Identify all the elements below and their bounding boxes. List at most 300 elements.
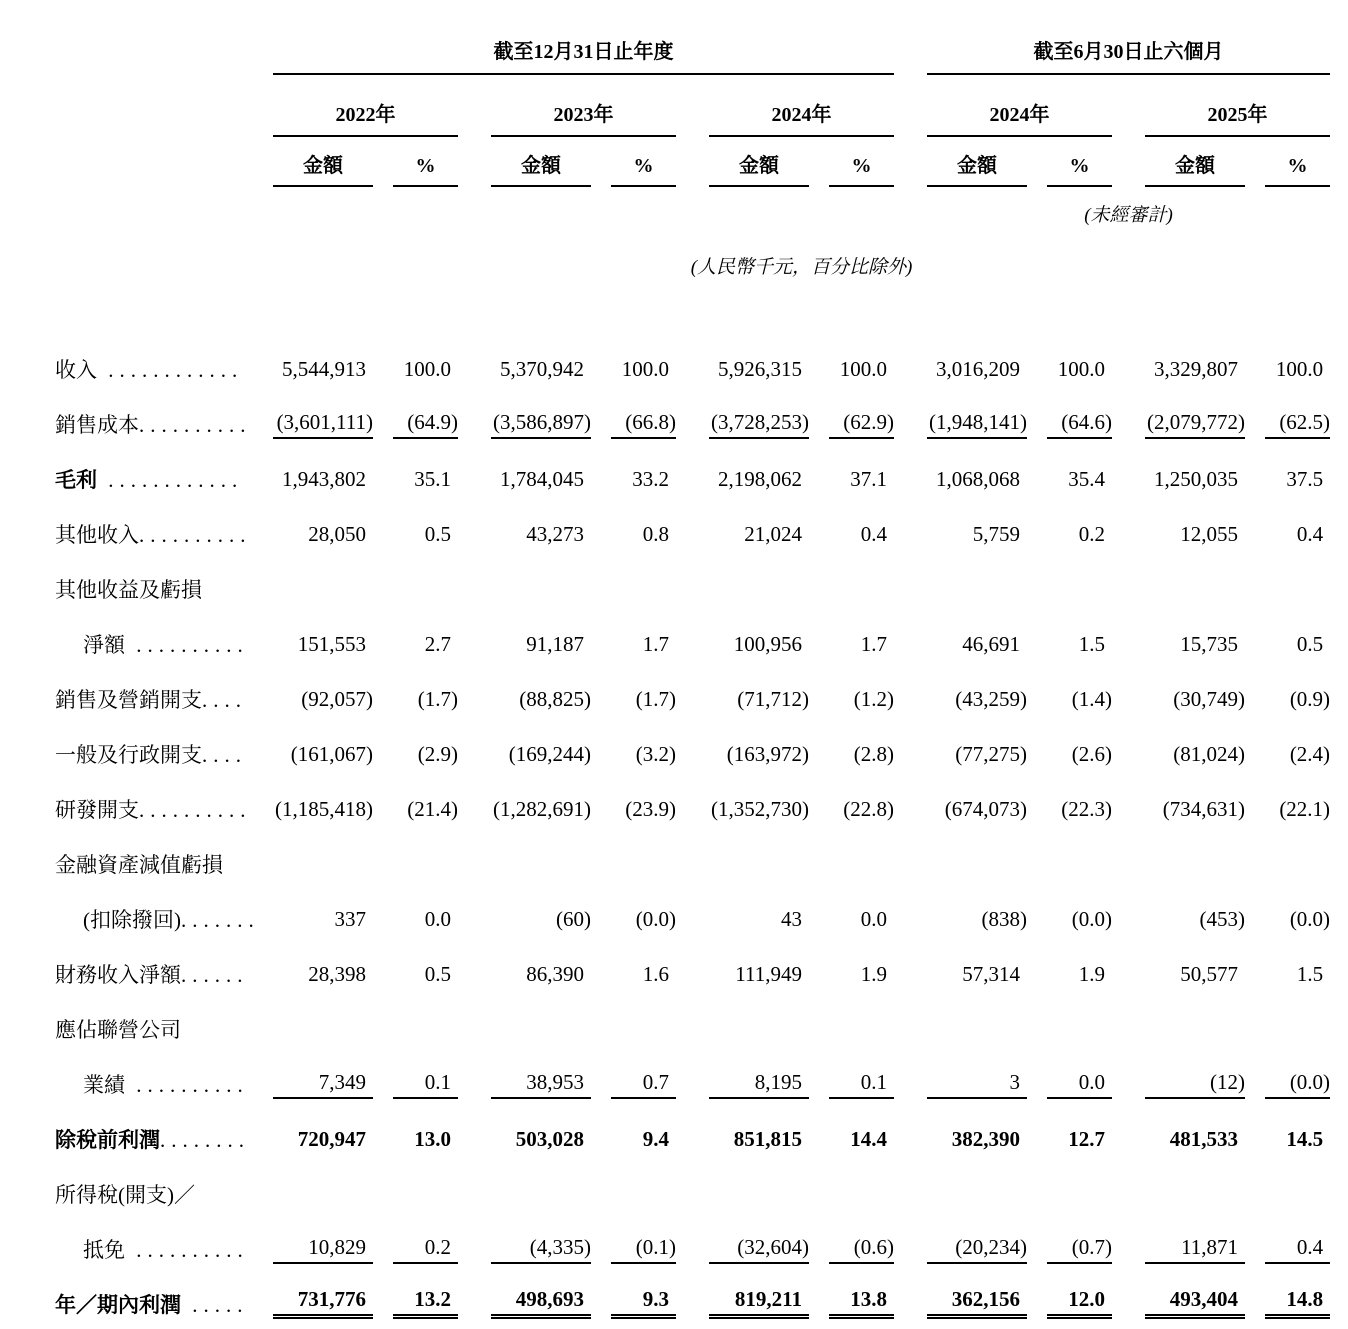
column-gap <box>373 1164 393 1219</box>
dot-leader: .......... <box>139 523 252 547</box>
row-label <box>55 449 273 504</box>
cell-value: 100.0 <box>403 357 451 381</box>
percent-cell <box>829 1219 894 1274</box>
percent-cell <box>829 504 894 559</box>
column-gap <box>591 944 611 999</box>
group-gap <box>894 999 927 1054</box>
amount-cell <box>273 339 373 394</box>
column-gap <box>1245 889 1265 944</box>
group-gap <box>676 999 709 1054</box>
percent-cell <box>1047 944 1112 999</box>
percent-cell <box>393 669 458 724</box>
cell-value: 0.7 <box>611 1070 676 1099</box>
cell-value: 50,577 <box>1180 962 1239 986</box>
percent-column-header: % <box>1265 155 1330 187</box>
percent-cell <box>1265 449 1330 504</box>
column-gap <box>591 724 611 779</box>
cell-value: (2.9) <box>417 742 458 766</box>
row-label-text: 毛利 <box>55 468 97 492</box>
amount-column-header: 金額 <box>273 149 373 187</box>
income-statement-table <box>55 24 1330 1329</box>
amount-cell <box>273 999 373 1054</box>
dot-leader: .......... <box>139 413 252 437</box>
row-label-text: 其他收入 <box>55 523 139 547</box>
row-label <box>55 834 273 889</box>
cell-value: 2,198,062 <box>718 467 802 491</box>
percent-cell <box>1265 1164 1330 1219</box>
column-gap <box>1245 779 1265 834</box>
column-gap <box>591 449 611 504</box>
amount-cell <box>491 394 591 449</box>
column-gap <box>1245 559 1265 614</box>
percent-cell <box>393 1164 458 1219</box>
group-gap <box>1112 614 1145 669</box>
group-gap <box>1112 504 1145 559</box>
amount-cell <box>1145 834 1245 889</box>
year-header-2022: 2022年 <box>273 74 458 136</box>
group-gap <box>1112 1054 1145 1109</box>
group-gap <box>1112 944 1145 999</box>
column-gap <box>373 339 393 394</box>
percent-cell <box>1047 614 1112 669</box>
group-gap <box>458 669 491 724</box>
cell-value: (0.7) <box>1047 1235 1112 1264</box>
group-gap <box>676 944 709 999</box>
cell-value: (0.0) <box>635 907 676 931</box>
dot-leader: .......... <box>139 798 252 822</box>
amount-cell <box>273 944 373 999</box>
percent-cell <box>611 1164 676 1219</box>
cell-value: 0.4 <box>1296 522 1324 546</box>
amount-cell <box>1145 999 1245 1054</box>
column-gap <box>1027 669 1047 724</box>
cell-value: 5,544,913 <box>282 357 366 381</box>
column-gap <box>809 449 829 504</box>
amount-cell <box>927 614 1027 669</box>
year-header-2025: 2025年 <box>1145 74 1330 136</box>
amount-cell <box>927 889 1027 944</box>
table-row <box>55 834 1330 889</box>
column-gap <box>373 724 393 779</box>
cell-value: 1,784,045 <box>500 467 584 491</box>
group-gap <box>894 449 927 504</box>
row-label-text: 收入 <box>55 358 97 382</box>
cell-value: 10,829 <box>273 1235 373 1264</box>
group-gap <box>1112 669 1145 724</box>
cell-value: (64.9) <box>393 410 458 439</box>
row-label-text: 應佔聯營公司 <box>55 1018 181 1042</box>
cell-value: 851,815 <box>733 1127 802 1151</box>
cell-value: (1.7) <box>417 687 458 711</box>
cell-value: 0.5 <box>424 962 451 986</box>
column-gap <box>591 339 611 394</box>
amount-cell <box>1145 339 1245 394</box>
table-row <box>55 449 1330 504</box>
cell-value: 15,735 <box>1180 632 1239 656</box>
percent-cell <box>1047 1219 1112 1274</box>
table-row <box>55 339 1330 394</box>
amount-cell <box>709 999 809 1054</box>
percent-cell <box>829 834 894 889</box>
percent-cell <box>611 1054 676 1109</box>
cell-value: (81,024) <box>1173 742 1246 766</box>
dot-leader: .... <box>202 743 247 767</box>
group-gap <box>1112 779 1145 834</box>
percent-cell <box>611 669 676 724</box>
cell-value: 100,956 <box>733 632 802 656</box>
cell-value: (62.5) <box>1265 410 1330 439</box>
percent-cell <box>1265 779 1330 834</box>
percent-cell <box>611 394 676 449</box>
percent-cell <box>829 449 894 504</box>
row-label <box>55 339 273 394</box>
amount-column-header: 金額 <box>1145 149 1245 187</box>
column-gap <box>1027 339 1047 394</box>
column-gap <box>1245 1219 1265 1274</box>
row-label <box>55 394 273 449</box>
cell-value: 14.8 <box>1265 1287 1330 1319</box>
amount-cell <box>491 779 591 834</box>
cell-value: 0.8 <box>642 522 669 546</box>
amount-cell <box>709 449 809 504</box>
column-gap <box>1027 394 1047 449</box>
percent-cell <box>1265 559 1330 614</box>
cell-value: (1,948,141) <box>927 410 1027 439</box>
cell-value: 0.2 <box>1078 522 1106 546</box>
column-gap <box>1245 999 1265 1054</box>
cell-value: (674,073) <box>944 797 1028 821</box>
amount-cell <box>273 1109 373 1164</box>
percent-cell <box>829 944 894 999</box>
row-label <box>55 889 273 944</box>
column-gap <box>373 559 393 614</box>
interim-period-title: 截至6月30日止六個月 <box>927 24 1330 74</box>
cell-value: 28,050 <box>308 522 366 546</box>
percent-cell <box>1265 339 1330 394</box>
column-gap <box>1245 1054 1265 1109</box>
column-gap <box>1027 889 1047 944</box>
percent-cell <box>829 559 894 614</box>
cell-value: (0.6) <box>829 1235 894 1264</box>
cell-value: 3,016,209 <box>936 357 1021 381</box>
percent-cell <box>393 999 458 1054</box>
amount-cell <box>273 614 373 669</box>
cell-value: 1.5 <box>1078 632 1106 656</box>
column-gap <box>809 999 829 1054</box>
column-gap <box>1245 449 1265 504</box>
amount-cell <box>927 504 1027 559</box>
dot-leader: .......... <box>125 1073 249 1097</box>
row-label <box>55 1109 273 1164</box>
amount-cell <box>491 999 591 1054</box>
dot-leader: .... <box>202 688 247 712</box>
cell-value: (734,631) <box>1162 797 1246 821</box>
row-label <box>55 1054 273 1109</box>
amount-cell <box>491 504 591 559</box>
column-gap <box>809 1274 829 1329</box>
percent-cell <box>1047 889 1112 944</box>
column-gap <box>809 944 829 999</box>
group-gap <box>458 504 491 559</box>
column-gap <box>1027 944 1047 999</box>
column-gap <box>591 1219 611 1274</box>
group-gap <box>458 1054 491 1109</box>
percent-cell <box>393 1109 458 1164</box>
percent-cell <box>1265 669 1330 724</box>
cell-value: (22.1) <box>1279 797 1331 821</box>
column-gap <box>1245 834 1265 889</box>
column-gap <box>591 1054 611 1109</box>
percent-cell <box>393 339 458 394</box>
column-gap <box>1027 614 1047 669</box>
percent-cell <box>393 614 458 669</box>
cell-value: (12) <box>1145 1070 1245 1099</box>
column-gap <box>1027 834 1047 889</box>
amount-cell <box>927 449 1027 504</box>
group-gap <box>1112 889 1145 944</box>
percent-cell <box>393 889 458 944</box>
column-gap <box>809 559 829 614</box>
row-label-text: 抵免 <box>83 1238 125 1262</box>
percent-cell <box>1047 999 1112 1054</box>
cell-value: 28,398 <box>308 962 366 986</box>
amount-cell <box>1145 1109 1245 1164</box>
cell-value: (1.2) <box>853 687 895 711</box>
percent-cell <box>611 504 676 559</box>
percent-cell <box>393 779 458 834</box>
amount-cell <box>491 1274 591 1329</box>
amount-cell <box>709 1274 809 1329</box>
table-header <box>55 24 1330 339</box>
dot-leader: .......... <box>125 1238 249 1262</box>
row-label <box>55 559 273 614</box>
row-label-text: 淨額 <box>83 633 125 657</box>
percent-cell <box>393 559 458 614</box>
row-label-text: 銷售成本 <box>55 413 139 437</box>
percent-cell <box>1047 559 1112 614</box>
cell-value: (60) <box>556 907 591 931</box>
amount-cell <box>491 834 591 889</box>
cell-value: (0.0) <box>1265 1070 1330 1099</box>
cell-value: 46,691 <box>962 632 1021 656</box>
row-label <box>55 779 273 834</box>
column-gap <box>1027 504 1047 559</box>
percent-cell <box>611 834 676 889</box>
amount-cell <box>927 1274 1027 1329</box>
percent-cell <box>1265 614 1330 669</box>
group-gap <box>458 1164 491 1219</box>
cell-value: (2,079,772) <box>1145 410 1245 439</box>
column-gap <box>373 999 393 1054</box>
cell-value: 0.2 <box>393 1235 458 1264</box>
table-row <box>55 999 1330 1054</box>
amount-cell <box>491 559 591 614</box>
column-gap <box>809 669 829 724</box>
amount-cell <box>1145 779 1245 834</box>
group-gap <box>458 724 491 779</box>
cell-value: 1.6 <box>642 962 669 986</box>
amount-cell <box>709 669 809 724</box>
cell-value: 13.8 <box>829 1287 894 1319</box>
cell-value: 111,949 <box>735 962 802 986</box>
column-gap <box>1245 1274 1265 1329</box>
row-label-text: 財務收入淨額 <box>55 963 181 987</box>
group-gap <box>458 559 491 614</box>
group-gap <box>676 394 709 449</box>
cell-value: 35.4 <box>1068 467 1106 491</box>
amount-cell <box>709 1054 809 1109</box>
amount-cell <box>709 504 809 559</box>
column-gap <box>591 834 611 889</box>
column-gap <box>1027 779 1047 834</box>
group-gap <box>1112 339 1145 394</box>
cell-value: 33.2 <box>632 467 669 491</box>
dot-leader: ........ <box>160 1128 250 1152</box>
percent-cell <box>1265 999 1330 1054</box>
column-gap <box>373 779 393 834</box>
percent-cell <box>1047 834 1112 889</box>
cell-value: 5,370,942 <box>500 357 584 381</box>
cell-value: 21,024 <box>744 522 802 546</box>
column-gap <box>1027 1109 1047 1164</box>
cell-value: 57,314 <box>962 962 1021 986</box>
row-label <box>55 1164 273 1219</box>
group-gap <box>894 559 927 614</box>
percent-cell <box>393 504 458 559</box>
group-gap <box>676 1274 709 1329</box>
column-gap <box>1027 999 1047 1054</box>
cell-value: 498,693 <box>491 1287 591 1319</box>
annual-period-title: 截至12月31日止年度 <box>273 24 894 74</box>
amount-cell <box>491 944 591 999</box>
percent-cell <box>611 1109 676 1164</box>
cell-value: 9.4 <box>642 1127 669 1151</box>
cell-value: (30,749) <box>1173 687 1246 711</box>
column-gap <box>1245 504 1265 559</box>
cell-value: 362,156 <box>927 1287 1027 1319</box>
row-label-text: 業績 <box>83 1073 125 1097</box>
amount-column-header: 金額 <box>927 149 1027 187</box>
cell-value: 731,776 <box>273 1287 373 1319</box>
percent-cell <box>393 449 458 504</box>
percent-cell <box>1047 1274 1112 1329</box>
column-gap <box>373 1274 393 1329</box>
cell-value: (62.9) <box>829 410 894 439</box>
amount-cell <box>927 724 1027 779</box>
unaudited-note: (未經審計) <box>1084 205 1173 226</box>
cell-value: 0.1 <box>393 1070 458 1099</box>
cell-value: (3,601,111) <box>273 410 373 439</box>
amount-cell <box>927 1054 1027 1109</box>
cell-value: 3 <box>927 1070 1027 1099</box>
group-gap <box>676 559 709 614</box>
amount-cell <box>273 669 373 724</box>
group-gap <box>458 889 491 944</box>
percent-cell <box>611 449 676 504</box>
table-row <box>55 724 1330 779</box>
percent-column-header: % <box>1047 155 1112 187</box>
cell-value: (23.9) <box>625 797 676 821</box>
group-gap <box>676 339 709 394</box>
column-gap <box>591 889 611 944</box>
table-row <box>55 1109 1330 1164</box>
cell-value: 2.7 <box>424 632 451 656</box>
amount-cell <box>491 614 591 669</box>
cell-value: 12,055 <box>1180 522 1239 546</box>
amount-cell <box>273 1054 373 1109</box>
group-gap <box>458 1219 491 1274</box>
amount-cell <box>491 1109 591 1164</box>
column-gap <box>373 889 393 944</box>
cell-value: 35.1 <box>414 467 451 491</box>
table-row <box>55 1219 1330 1274</box>
column-gap <box>1027 1219 1047 1274</box>
column-gap <box>591 1109 611 1164</box>
percent-cell <box>393 394 458 449</box>
group-gap <box>458 779 491 834</box>
column-gap <box>809 834 829 889</box>
amount-cell <box>273 1274 373 1329</box>
cell-value: (1,282,691) <box>493 797 591 821</box>
column-gap <box>809 1054 829 1109</box>
column-gap <box>373 614 393 669</box>
group-gap <box>894 779 927 834</box>
column-gap <box>809 394 829 449</box>
percent-cell <box>829 1274 894 1329</box>
cell-value: (88,825) <box>519 687 591 711</box>
percent-cell <box>393 1219 458 1274</box>
group-gap <box>676 1054 709 1109</box>
column-gap <box>373 1109 393 1164</box>
year-header-2023: 2023年 <box>491 74 676 136</box>
cell-value: (3.2) <box>635 742 676 766</box>
amount-cell <box>1145 504 1245 559</box>
amount-cell <box>1145 1219 1245 1274</box>
cell-value: (77,275) <box>955 742 1028 766</box>
cell-value: (43,259) <box>955 687 1028 711</box>
table-row <box>55 779 1330 834</box>
cell-value: 37.5 <box>1286 467 1324 491</box>
amount-cell <box>273 449 373 504</box>
column-gap <box>373 944 393 999</box>
table-row <box>55 1274 1330 1329</box>
table-body <box>55 339 1330 1329</box>
group-gap <box>894 1219 927 1274</box>
column-gap <box>809 779 829 834</box>
cell-value: 5,759 <box>972 522 1021 546</box>
cell-value: 14.5 <box>1286 1127 1324 1151</box>
amount-cell <box>927 1219 1027 1274</box>
percent-cell <box>829 999 894 1054</box>
amount-cell <box>273 394 373 449</box>
amount-cell <box>709 889 809 944</box>
percent-column-header: % <box>829 155 894 187</box>
cell-value: 1,943,802 <box>282 467 366 491</box>
amount-cell <box>709 1219 809 1274</box>
dot-leader: ............ <box>97 358 244 382</box>
cell-value: (3,728,253) <box>709 410 809 439</box>
column-gap <box>373 1219 393 1274</box>
cell-value: 5,926,315 <box>718 357 802 381</box>
amount-column-header: 金額 <box>709 149 809 187</box>
amount-cell <box>709 1164 809 1219</box>
amount-cell <box>709 394 809 449</box>
column-gap <box>373 504 393 559</box>
percent-cell <box>1265 834 1330 889</box>
amount-cell <box>491 1219 591 1274</box>
column-gap <box>373 394 393 449</box>
cell-value: 11,871 <box>1145 1235 1245 1264</box>
